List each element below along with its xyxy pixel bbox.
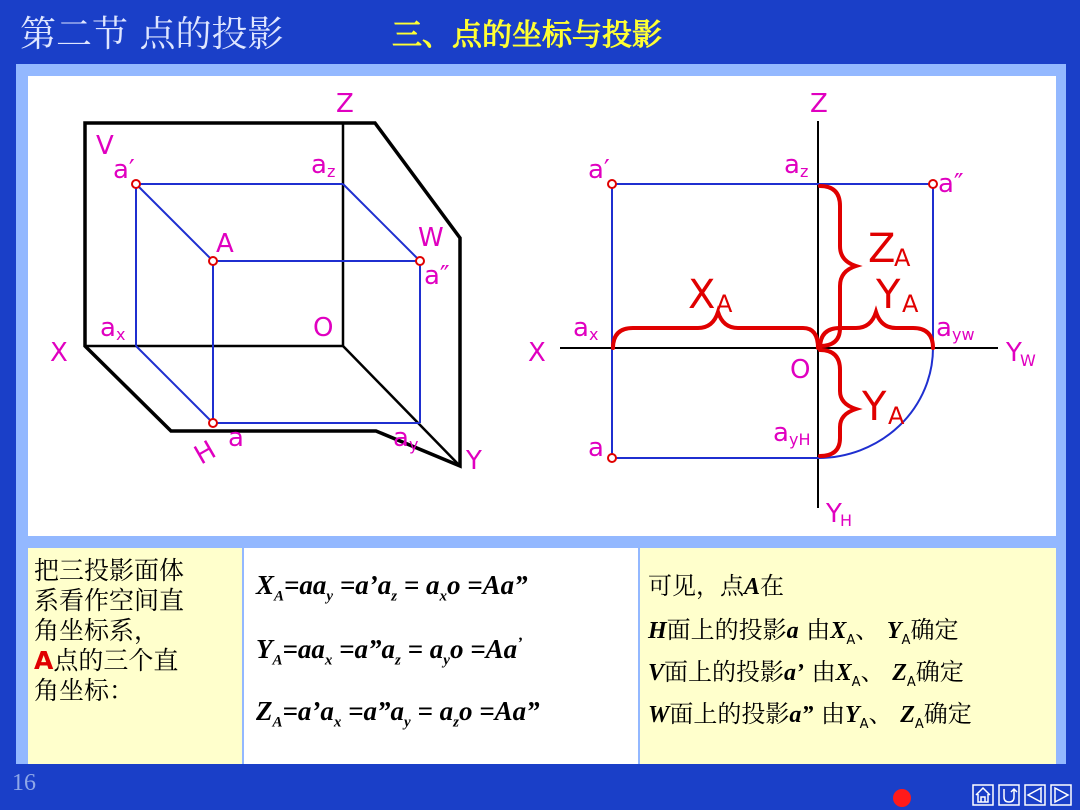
next-icon[interactable] [1050,784,1072,806]
intro-line-1: 把三投影面体 [34,556,185,585]
explanation-table [28,548,1056,764]
label-ax-sub: x [116,325,126,344]
label-yw-sub: W [1020,351,1036,370]
label-o-r: O [790,355,811,385]
formula-za: $Z_A=a’a_x$ $=a”a_y = a_zo =Aa$” [256,696,540,731]
label-az-r-sub: z [800,162,809,181]
label-y: Y [466,446,482,476]
label-yh-sub: H [840,511,853,530]
header-bar [0,0,1080,62]
label-a-dprime: a″ [424,261,450,291]
label-az: a [311,150,327,180]
label-a: a [228,423,244,453]
label-w: W [418,223,444,253]
label-az-r: a [784,150,800,180]
formula-xa: $X_A=aa_y$ $=a’a_z = a_xo =Aa$” [256,570,528,605]
section-title: 第二节 点的投影 [20,14,284,55]
label-v: V [96,131,114,161]
label-a-r: a [588,433,604,463]
conclusion-line-1: 可见，点A在 [648,572,785,600]
point-a-label: A [34,646,54,675]
label-xa-sub: A [716,290,733,318]
label-ay-sub: y [409,435,419,454]
left-3d-diagram [50,89,482,476]
intro-line-5: 角坐标： [34,676,135,705]
plane-outline [85,123,460,466]
intro-cell [28,548,242,764]
label-ay: a [393,423,409,453]
label-a-prime-r: a′ [588,155,610,185]
label-o: O [313,313,334,343]
label-a-dprime-r: a″ [938,169,964,199]
label-ya-sub: A [902,290,919,318]
conclusion-line-h: H面上的投影a 由$X_A$、 $Y_A$确定 [648,616,959,648]
label-yw: Y [1006,338,1022,368]
label-yh: Y [826,499,842,529]
right-ortho-diagram [528,89,1036,530]
label-ax-r: a [573,313,589,343]
intro-line-2: 系看作空间直 [34,586,185,615]
label-x: X [50,338,68,368]
page-number: 16 [12,770,36,796]
projection-diagrams [28,76,1056,536]
slide-subtitle: 三、点的坐标与投影 [392,18,662,53]
intro-line-4-rest: 点的三个直 [53,646,179,675]
conclusion-line-w: W面上的投影a” 由$Y_A$、 $Z_A$确定 [648,700,972,732]
drawing-area [28,76,1056,536]
return-icon[interactable] [998,784,1020,806]
label-ayw-sub: yw [952,325,975,344]
formula-ya: $Y_A=aa_x$ $=a”a_z = a_yo =Aa^’$ [256,634,523,669]
label-ya2-sub: A [888,402,905,430]
intro-line-4 [34,646,236,676]
label-ya-brace: Y [876,272,901,318]
label-x-r: X [528,338,546,368]
intro-line-3: 角坐标系， [34,616,160,645]
conclusion-cell [640,548,1056,764]
home-icon[interactable] [972,784,994,806]
label-z-r: Z [810,89,828,119]
label-ax-r-sub: x [589,325,599,344]
label-ax: a [100,313,116,343]
label-za-brace: Z [868,226,896,272]
label-h: H [189,435,222,472]
conclusion-line-v: V面上的投影a’ 由$X_A$、 $Z_A$确定 [648,658,964,690]
pointer-dot [893,789,911,807]
label-ayh-sub: yH [789,430,811,449]
label-ya2-brace: Y [862,384,887,430]
label-xa-brace: X [688,272,716,318]
brace-ya-h [820,350,856,456]
label-a-prime: a′ [113,155,135,185]
prev-icon[interactable] [1024,784,1046,806]
formula-cell [244,548,638,764]
label-z: Z [336,89,354,119]
label-za-sub: A [894,244,911,272]
label-A: A [216,229,234,259]
brace-za [820,186,856,346]
label-ayw: a [936,313,952,343]
label-az-sub: z [327,162,336,181]
label-ayh: a [773,418,789,448]
